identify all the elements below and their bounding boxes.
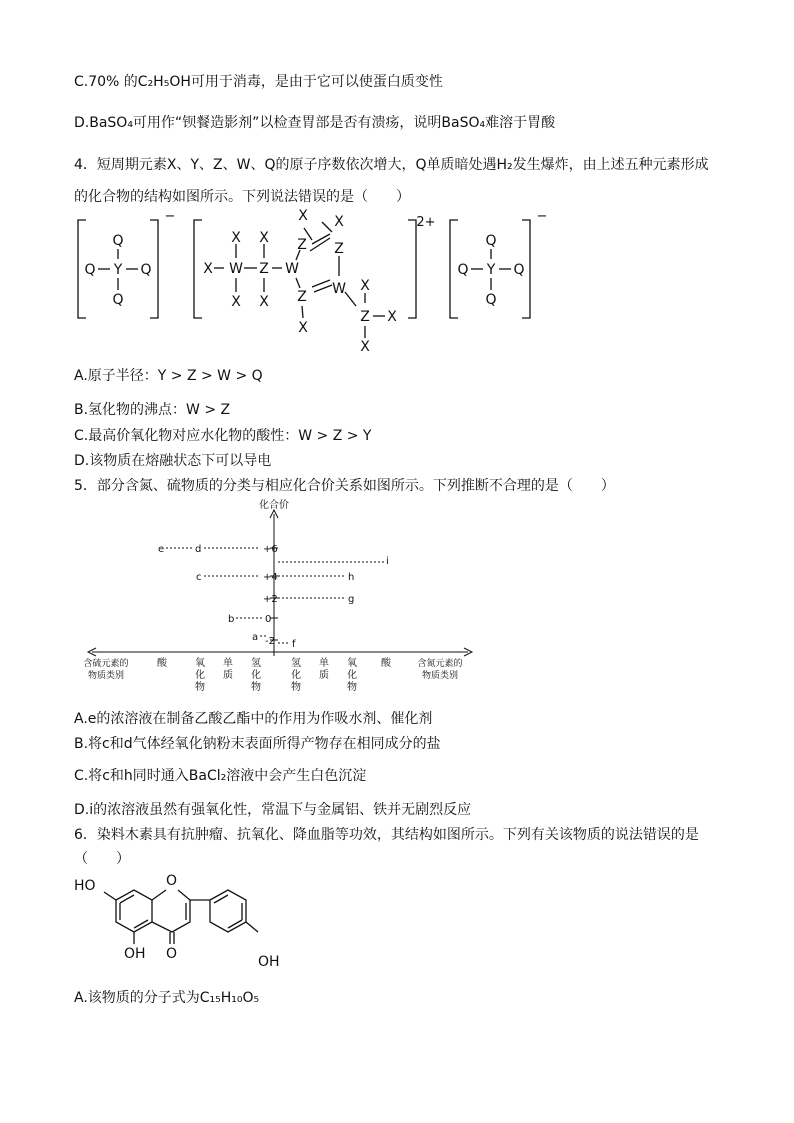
q6-keto-oxygen: O <box>166 946 178 962</box>
q4-atom-z: Z <box>259 261 269 277</box>
q5-chart-ylabel: 化合价 <box>259 500 289 511</box>
q5-category-labels <box>157 656 392 693</box>
q4-atom-x: X <box>298 208 308 224</box>
q4-atom-q: Q <box>485 233 497 249</box>
q4-atom-x: X <box>231 230 241 246</box>
q5-tick-label: +4 <box>263 572 278 583</box>
q4-atom-x: X <box>334 214 344 230</box>
q4-atom-w: W <box>285 261 299 277</box>
q6-ho-top: HO <box>74 878 96 894</box>
q4-atom-w: W <box>332 281 346 297</box>
q5-point-g: g <box>348 594 355 605</box>
q4-anion-charge: − <box>536 209 548 224</box>
q4-atom-q: Q <box>513 262 525 278</box>
q5-nitrogen-category-3: 酸 <box>381 658 391 669</box>
q4-atom-w: W <box>229 261 243 277</box>
q6-stem-line2: （ ） <box>74 851 130 867</box>
q4-atom-q: Q <box>485 292 497 308</box>
q4-atom-q: Q <box>112 233 124 249</box>
q4-cation-charge: 2+ <box>416 215 436 230</box>
q5-nitrogen-category-1: 质 <box>319 670 329 681</box>
q6-ring-oxygen: O <box>166 873 178 889</box>
q4-atom-y: Y <box>113 262 123 278</box>
q5-sulfur-category-1: 物 <box>195 682 205 693</box>
q6-genistein-structure <box>74 870 294 970</box>
q4-atom-z: Z <box>360 309 370 325</box>
q5-stem: 5．部分含氮、硫物质的分类与相应化合价关系如图所示。下列推断不合理的是（ ） <box>74 478 615 494</box>
q5-point-e: e <box>158 544 165 555</box>
q4-atom-z: Z <box>297 289 307 305</box>
q5-valence-chart <box>74 500 484 702</box>
q5-nitrogen-category-0: 化 <box>291 670 301 681</box>
q4-atom-x: X <box>298 320 308 336</box>
q5-sulfur-category-0: 酸 <box>157 658 167 669</box>
q4-option-b: B.氢化物的沸点：W > Z <box>74 402 231 418</box>
q4-atom-x: X <box>203 261 213 277</box>
q5-sulfur-category-1: 化 <box>195 670 205 681</box>
q5-right-axis-label: 含氮元素的 <box>417 659 463 669</box>
q5-nitrogen-category-2: 物 <box>347 682 357 693</box>
q5-option-d: D.i的浓溶液虽然有强氧化性，常温下与金属铝、铁并无剧烈反应 <box>74 802 472 818</box>
q5-tick-label: +6 <box>263 544 278 555</box>
q5-sulfur-category-2: 质 <box>223 670 233 681</box>
q6-oh-right: OH <box>258 954 280 970</box>
q4-atom-z: Z <box>334 241 344 257</box>
q4-atom-q: Q <box>140 262 152 278</box>
q5-nitrogen-category-2: 化 <box>347 670 357 681</box>
q5-sulfur-category-1: 氧 <box>195 658 205 669</box>
q4-stem-line2: 的化合物的结构如图所示。下列说法错误的是（ ） <box>74 189 410 205</box>
q4-stem-line1: 4．短周期元素X、Y、Z、W、Q的原子序数依次增大，Q单质暗处遇H₂发生爆炸，由上述五种元素形成 <box>74 157 709 173</box>
q4-option-d: D.该物质在熔融状态下可以导电 <box>74 453 272 469</box>
q5-right-axis-label: 物质类别 <box>421 671 459 681</box>
q5-point-f: f <box>292 639 296 650</box>
q5-left-axis-label: 物质类别 <box>87 671 125 681</box>
q4-atom-z: Z <box>297 237 307 253</box>
q6-option-a: A.该物质的分子式为C₁₅H₁₀O₅ <box>74 990 260 1006</box>
q4-atom-x: X <box>360 339 370 355</box>
q5-left-axis-label: 含硫元素的 <box>83 659 129 669</box>
q4-option-c: C.最高价氧化物对应水化物的酸性：W > Z > Y <box>74 428 372 444</box>
q3-option-c: C.70% 的C₂H₅OH可用于消毒，是由于它可以使蛋白质变性 <box>74 74 443 90</box>
q4-anion-charge: − <box>164 209 176 224</box>
q5-option-c: C.将c和h同时通入BaCl₂溶液中会产生白色沉淀 <box>74 768 367 784</box>
q5-nitrogen-category-0: 氢 <box>291 658 301 669</box>
q5-sulfur-category-3: 氢 <box>251 658 261 669</box>
q4-atom-y: Y <box>486 262 496 278</box>
q5-nitrogen-category-1: 单 <box>319 658 329 669</box>
q5-option-a: A.e的浓溶液在制备乙酸乙酯中的作用为作吸水剂、催化剂 <box>74 711 433 727</box>
q4-structure-figure <box>74 206 554 356</box>
q4-option-a: A.原子半径：Y > Z > W > Q <box>74 368 263 384</box>
q5-point-c: c <box>196 572 202 583</box>
q4-atom-q: Q <box>457 262 469 278</box>
q5-point-i: i <box>386 556 389 567</box>
q5-tick-label: 0 <box>265 614 272 625</box>
q5-point-d: d <box>195 544 202 555</box>
q4-atom-x: X <box>360 278 370 294</box>
q5-nitrogen-category-0: 物 <box>291 682 301 693</box>
q6-oh-bottom: OH <box>124 946 146 962</box>
q4-atom-x: X <box>387 309 397 325</box>
q6-stem-line1: 6．染料木素具有抗肿瘤、抗氧化、降血脂等功效，其结构如图所示。下列有关该物质的说法错误的是 <box>74 827 699 843</box>
q5-option-b: B.将c和d气体经氧化钠粉末表面所得产物存在相同成分的盐 <box>74 736 441 752</box>
q3-option-d: D.BaSO₄可用作“钡餐造影剂”以检查胃部是否有溃疡，说明BaSO₄难溶于胃酸 <box>74 115 556 131</box>
q5-point-a: a <box>252 632 259 643</box>
q5-point-b: b <box>228 614 235 625</box>
q5-sulfur-category-3: 化 <box>251 670 261 681</box>
q5-tick-label: -2 <box>265 636 275 647</box>
q4-atom-x: X <box>259 294 269 310</box>
q5-point-h: h <box>348 572 355 583</box>
q5-sulfur-category-3: 物 <box>251 682 261 693</box>
q4-atom-q: Q <box>112 292 124 308</box>
q4-atom-x: X <box>231 294 241 310</box>
q5-tick-label: +2 <box>263 594 278 605</box>
q5-sulfur-category-2: 单 <box>223 658 233 669</box>
q5-nitrogen-category-2: 氧 <box>347 658 357 669</box>
q4-atom-x: X <box>259 230 269 246</box>
q4-atom-q: Q <box>84 262 96 278</box>
